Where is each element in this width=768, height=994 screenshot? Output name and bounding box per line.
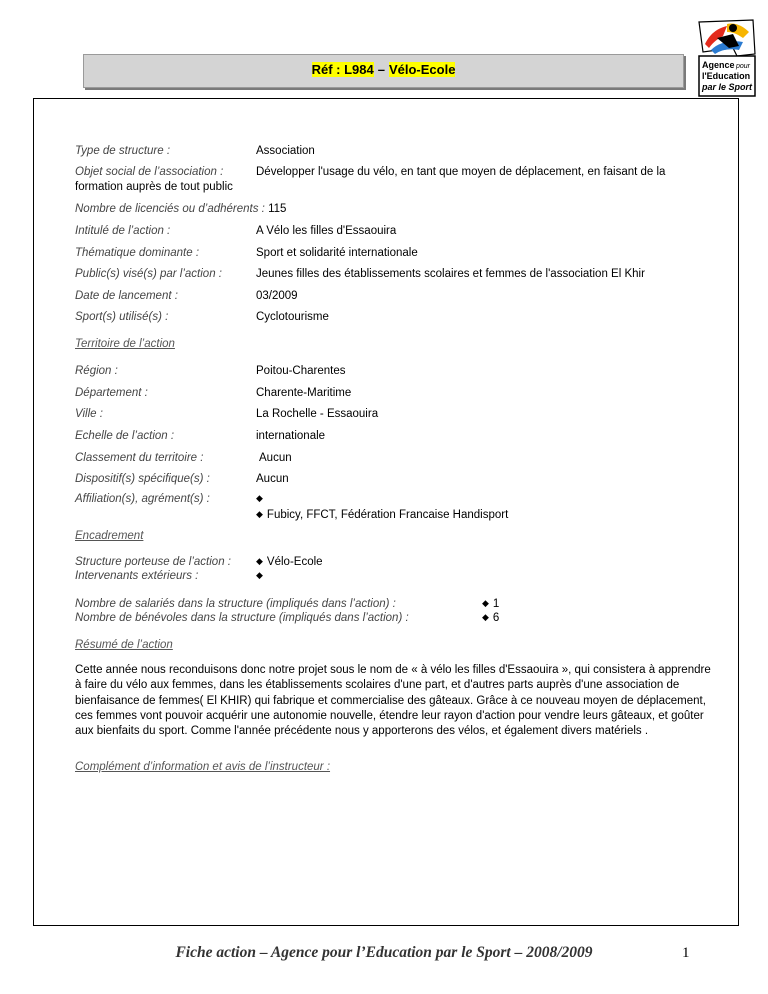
diamond-bullet-icon: ◆ (256, 493, 263, 503)
departement-label: Département : (75, 387, 148, 399)
salaries-item (482, 598, 499, 610)
header-ref: Réf : L984 (311, 62, 374, 77)
logo-line1: Agence (702, 60, 735, 70)
salaries-value: 1 (492, 598, 500, 610)
salaries-label: Nombre de salariés dans la structure (impliqués dans l’action) : (75, 598, 396, 610)
diamond-bullet-icon: ◆ (256, 556, 263, 566)
resume-text: Cette année nous reconduisons donc notre projet sous le nom de « à vélo les filles d'Essaouira », qui consistera à apprendre à faire du vélo aux femmes, dans les établissements scolaires d'une part, et d'autres parts auprès d'une association de bienfaisance de femmes( El KHIR) qui fabrique et commercialise des gâteaux. Grâce à ce nouveau moyen de déplacement, ces femmes vont pouvoir acquérir une autonomie nouvelle, étendre leur rayon d'action pour vendre leurs gâteaux, et goûter aux bienfaits du sport. Comme l'année précédente nous y apporterons des vélos, et également divers matériels . (75, 664, 711, 738)
logo-line1b: pour (736, 63, 751, 70)
public-value: Jeunes filles des établissements scolaires et femmes de l'association El Khir (256, 268, 645, 280)
objet-label: Objet social de l’association : (75, 166, 224, 178)
affiliation-value-2: Fubicy, FFCT, Fédération Francaise Handisport (266, 509, 509, 521)
header-title (84, 62, 683, 77)
territoire-heading: Territoire de l’action (75, 338, 175, 350)
licencies-label: Nombre de licenciés ou d’adhérents : (75, 203, 265, 215)
licencies-value: 115 (268, 203, 287, 215)
header-bar (83, 54, 684, 88)
intervenants-item (256, 570, 267, 582)
sport-value: Cyclotourisme (256, 311, 329, 323)
porteuse-label: Structure porteuse de l’action : (75, 556, 231, 568)
diamond-bullet-icon: ◆ (482, 612, 489, 622)
licencies-row (75, 203, 286, 215)
benevoles-label: Nombre de bénévoles dans la structure (impliqués dans l’action) : (75, 612, 409, 624)
region-value: Poitou-Charentes (256, 365, 346, 377)
porteuse-value: Vélo-Ecole (266, 556, 323, 568)
affiliation-item-2 (256, 509, 508, 521)
echelle-value: internationale (256, 430, 326, 442)
ville-value: La Rochelle - Essaouira (256, 408, 379, 420)
type-value: Association (256, 145, 315, 157)
benevoles-value: 6 (492, 612, 500, 624)
ville-label: Ville : (75, 408, 103, 420)
classement-label: Classement du territoire : (75, 452, 204, 464)
date-label: Date de lancement : (75, 290, 178, 302)
classement-value: Aucun (259, 452, 292, 464)
porteuse-item (256, 556, 323, 568)
diamond-bullet-icon: ◆ (256, 570, 263, 580)
thematique-value: Sport et solidarité internationale (256, 247, 418, 259)
benevoles-item (482, 612, 499, 624)
sport-label: Sport(s) utilisé(s) : (75, 311, 169, 323)
date-value: 03/2009 (256, 290, 298, 302)
dispositif-value: Aucun (256, 473, 289, 485)
diamond-bullet-icon: ◆ (256, 509, 263, 519)
intitule-label: Intitulé de l’action : (75, 225, 171, 237)
agence-logo (693, 18, 759, 98)
logo-graphic (693, 18, 759, 98)
intitule-value: A Vélo les filles d'Essaouira (256, 225, 397, 237)
type-label: Type de structure : (75, 145, 171, 157)
departement-value: Charente-Maritime (256, 387, 352, 399)
thematique-label: Thématique dominante : (75, 247, 200, 259)
affiliation-label: Affiliation(s), agrément(s) : (75, 493, 210, 505)
affiliation-item-1 (256, 493, 267, 505)
region-label: Région : (75, 365, 118, 377)
logo-line2: l'Education (702, 71, 751, 81)
header-dash: – (377, 62, 385, 77)
objet-value-cont: formation auprès de tout public (75, 181, 233, 193)
intervenants-label: Intervenants extérieurs : (75, 570, 199, 582)
public-label: Public(s) visé(s) par l’action : (75, 268, 222, 280)
echelle-label: Echelle de l’action : (75, 430, 175, 442)
header-name: Vélo-Ecole (388, 62, 456, 77)
complement-heading: Complément d’information et avis de l’instructeur : (75, 761, 331, 773)
logo-line3: par le Sport (702, 82, 753, 92)
footer-text: Fiche action – Agence pour l’Education par le Sport – 2008/2009 (175, 944, 593, 961)
encadrement-heading: Encadrement (75, 530, 144, 542)
objet-value: Développer l'usage du vélo, en tant que moyen de déplacement, en faisant de la (256, 166, 666, 178)
resume-heading: Résumé de l’action (75, 639, 173, 651)
dispositif-label: Dispositif(s) spécifique(s) : (75, 473, 210, 485)
page-number: 1 (682, 945, 690, 961)
diamond-bullet-icon: ◆ (482, 598, 489, 608)
